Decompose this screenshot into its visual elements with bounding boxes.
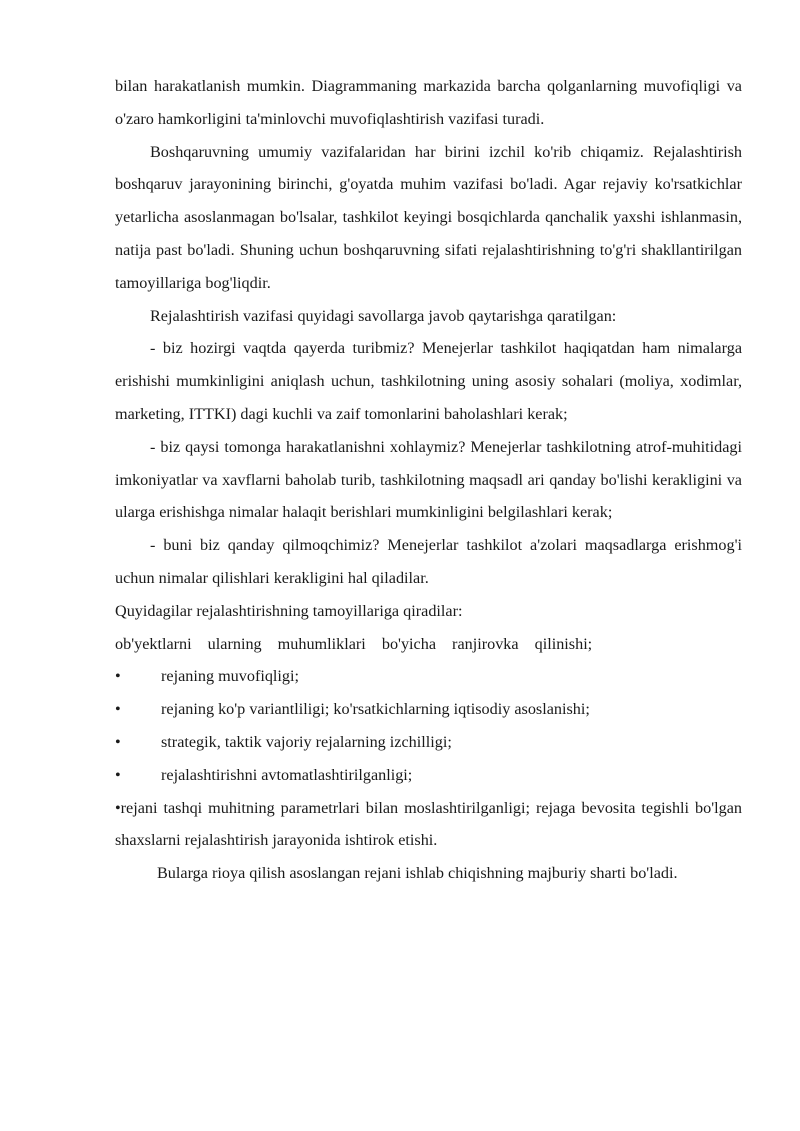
bullet-mark: • (115, 765, 121, 784)
final-paragraph: Bularga rioya qilish asoslangan rejani ishlab chiqishning majburiy sharti bo'ladi. (157, 864, 678, 883)
bullet-text: strategik, taktik vajoriy rejalarning izchilligi; (161, 732, 452, 751)
question-where-now: - biz hozirgi vaqtda qayerda turibmiz? Menejerlar tashkilot haqiqatdan ham nimalarga erishishi mumkinligini aniqlash uchun, tashkilotning uning asosiy sohalari (moliya, xodimlar, marketing, ITTKI) dagi kuchli va zaif tomonlarini baholashlari kerak; (115, 339, 742, 423)
bullet-text: rejaning muvofiqligi; (161, 667, 300, 686)
principle-ranking: ob'yektlarni ularning muhumliklari bo'yicha ranjirovka qilinishi; (115, 634, 593, 653)
bullet-item (115, 759, 742, 792)
bullet-item (115, 660, 742, 693)
bullet-item (115, 693, 742, 726)
bullet-mark: • (115, 667, 121, 686)
bullet-text: rejalashtirishni avtomatlashtirilganligi; (161, 765, 413, 784)
bullet-mark: • (115, 700, 121, 719)
bullet-text: rejaning ko'p variantliligi; ko'rsatkichlarning iqtisodiy asoslanishi; (161, 700, 590, 719)
paragraph-questions-intro: Rejalashtirish vazifasi quyidagi savollarga javob qaytarishga qaratilgan: (150, 306, 617, 325)
bullet-item (115, 726, 742, 759)
question-how: - buni biz qanday qilmoqchimiz? Menejerlar tashkilot a'zolari maqsadlarga erishmog'i uchun nimalar qilishlari kerakligini hal qiladilar. (115, 536, 742, 587)
bullet-mark: • (115, 732, 121, 751)
closing-bullet: •rejani tashqi muhitning parametrlari bilan moslashtirilganligi; rejaga bevosita tegishli bo'lgan shaxslarni rejalashtirish jarayonida ishtirok etishi. (115, 798, 742, 850)
document-page (115, 70, 742, 890)
paragraph-functions: Boshqaruvning umumiy vazifalaridan har birini izchil ko'rib chiqamiz. Rejalashtirish boshqaruv jarayonining birinchi, g'oyatda muhim vazifasi bo'ladi. Agar rejaviy ko'rsatkichlar yetarlicha asoslanmagan bo'lsalar, tashkilot keyingi bosqichlarda qanchalik yaxshi ishlanmasin, natija past bo'ladi. Shuning uchun boshqaruvning sifati rejalashtirishning to'g'ri shakllantirilgan tamoyillariga bog'liqdir. (115, 142, 742, 292)
question-where-going: - biz qaysi tomonga harakatlanishni xohlaymiz? Menejerlar tashkilotning atrof-muhitidagi imkoniyatlar va xavflarni baholab turib, tashkilotning maqsadl ari qanday bo'lishi kerakligini va ularga erishishga nimalar halaqit berishlari mumkinligini belgilashlari kerak; (115, 437, 742, 522)
paragraph-intro: bilan harakatlanish mumkin. Diagrammaning markazida barcha qolganlarning muvofiqligi va o'zaro hamkorligini ta'minlovchi muvofiqlashtirish vazifasi turadi. (115, 77, 742, 128)
principles-heading: Quyidagilar rejalashtirishning tamoyillariga qiradilar: (115, 601, 463, 620)
